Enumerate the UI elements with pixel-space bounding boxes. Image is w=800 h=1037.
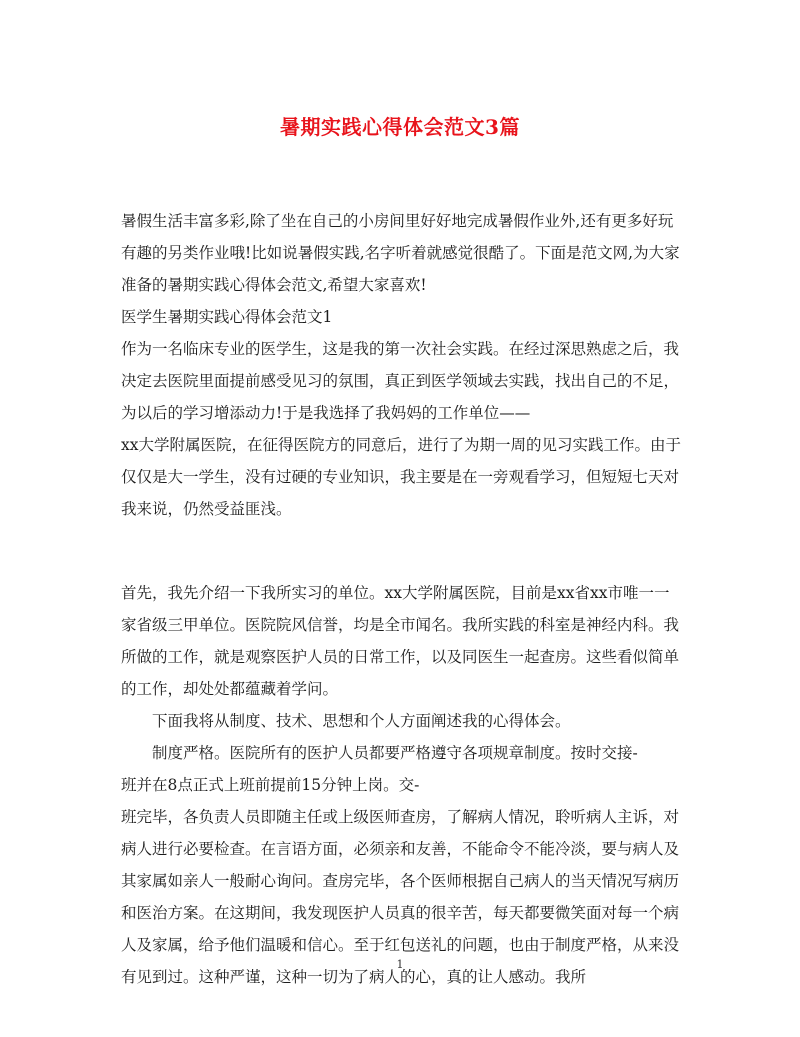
- document-title: 暑期实践心得体会范文3篇: [280, 115, 520, 139]
- document-body: [121, 205, 681, 993]
- body-paragraph: 班完毕，各负责人员即随主任或上级医师查房，了解病人情况，聆听病人主诉，对病人进行必要检查。在言语方面，必须亲和友善，不能命令不能冷淡，要与病人及其家属如亲人一般耐心询问。查房完毕，各个医师根据自己病人的当天情况写病历和医治方案。在这期间，我发现医护人员真的很辛苦，每天都要微笑面对每一个病人及家属，给予他们温暖和信心。至于红包送礼的问题，也由于制度严格，从来没有见到过。这种严谨，这种一切为了病人的心，真的让人感动。我所: [121, 808, 680, 986]
- body-paragraph: 下面我将从制度、技术、思想和个人方面阐述我的心得体会。: [152, 712, 571, 730]
- body-paragraph: 班并在8点正式上班前提前15分钟上岗。交-: [121, 776, 420, 794]
- body-paragraph: xx大学附属医院，在征得医院方的同意后，进行了为期一周的见习实践工作。由于仅仅是大一学生，没有过硬的专业知识，我主要是在一旁观看学习，但短短七天对我来说，仍然受益匪浅。: [121, 436, 681, 518]
- body-paragraph: 制度严格。医院所有的医护人员都要严格遵守各项规章制度。按时交接-: [152, 744, 638, 762]
- section-heading: 医学生暑期实践心得体会范文1: [121, 308, 333, 326]
- body-paragraph: 首先，我先介绍一下我所实习的单位。xx大学附属医院，目前是xx省xx市唯一一家省级三甲单位。医院院风信誉，均是全市闻名。我所实践的科室是神经内科。我所做的工作，就是观察医护人员的日常工作，以及同医生一起查房。这些看似简单的工作，却处处都蕴藏着学问。: [121, 584, 680, 698]
- body-paragraph: 作为一名临床专业的医学生，这是我的第一次社会实践。在经过深思熟虑之后，我决定去医院里面提前感受见习的氛围，真正到医学领域去实践，找出自己的不足，为以后的学习增添动力!于是我选择了我妈妈的工作单位——: [121, 340, 680, 422]
- intro-paragraph: 暑假生活丰富多彩,除了坐在自己的小房间里好好地完成暑假作业外,还有更多好玩有趣的另类作业哦!比如说暑假实践,名字听着就感觉很酷了。下面是范文网,为大家准备的暑期实践心得体会范文,希望大家喜欢!: [121, 212, 680, 294]
- page-number: 1: [396, 958, 404, 971]
- paragraph-gap: [121, 525, 681, 577]
